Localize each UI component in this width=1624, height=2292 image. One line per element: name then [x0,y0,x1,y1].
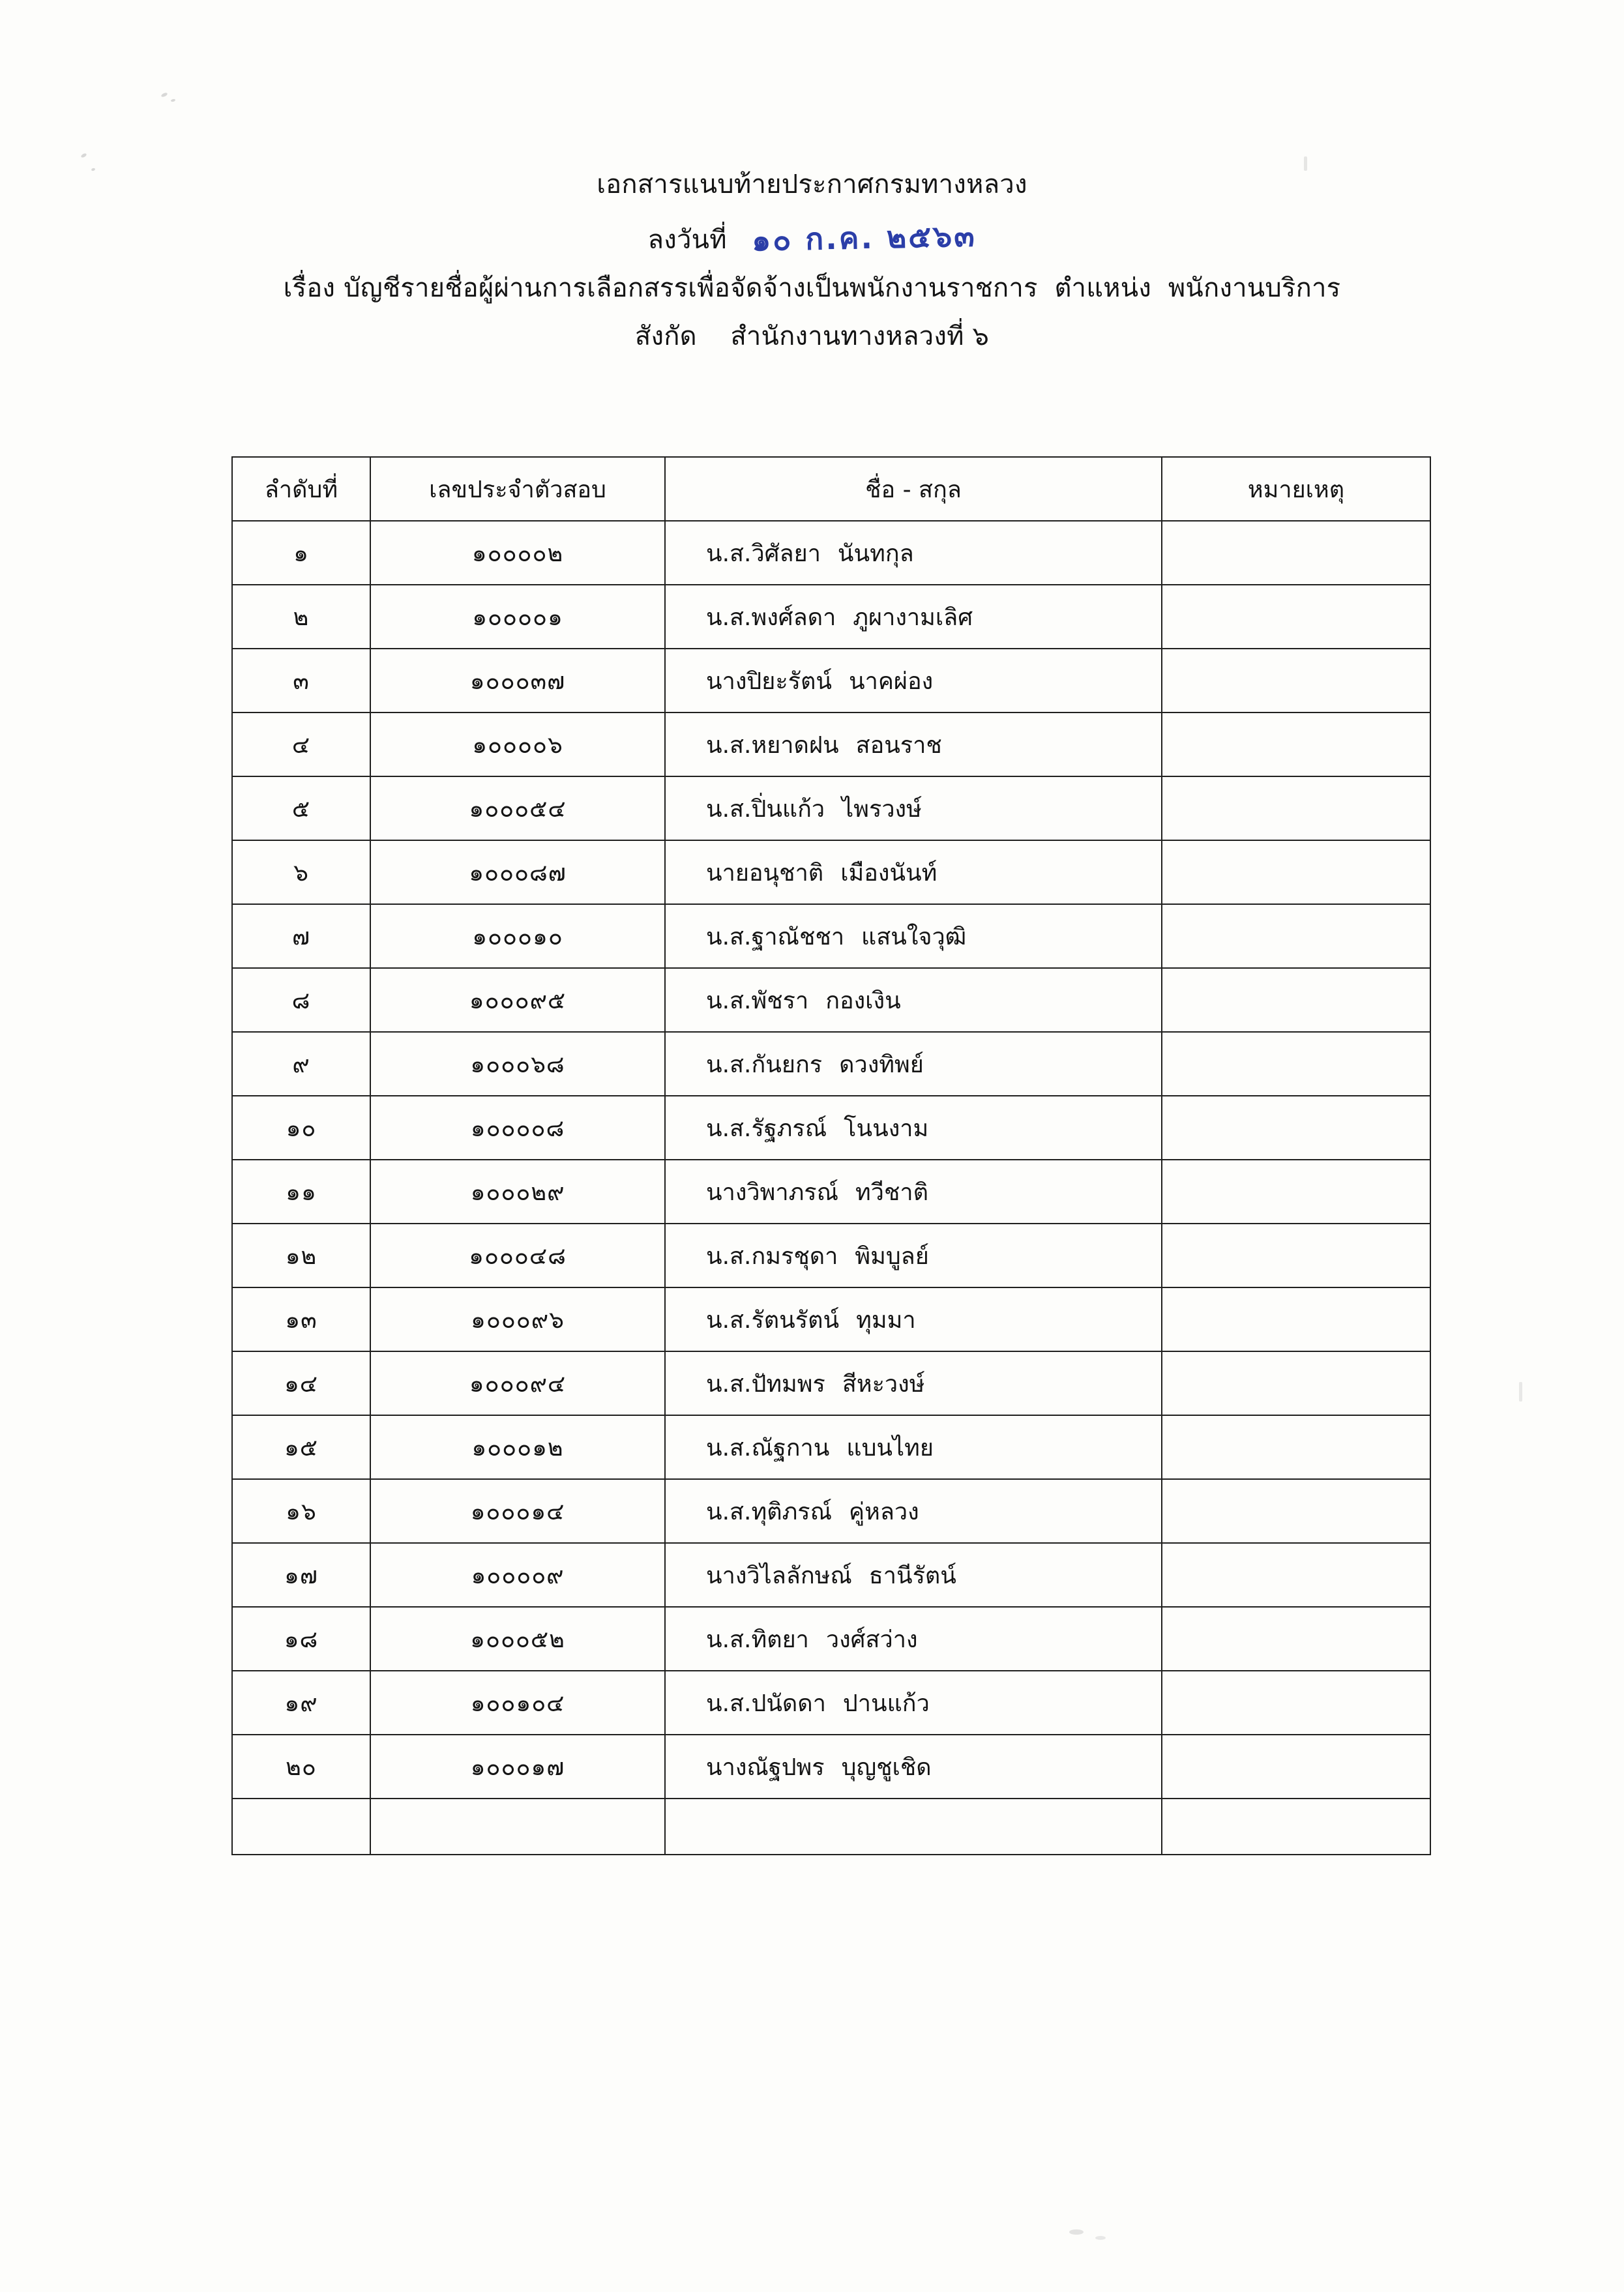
cell-order: ๑ [232,521,370,585]
cell-remark [1162,1224,1430,1287]
cell-remark [1162,521,1430,585]
cell-order: ๑๖ [232,1479,370,1543]
table-row [232,1287,1430,1351]
cell-empty [1162,1799,1430,1855]
table-row [232,1543,1430,1607]
cell-fullname [665,1160,1162,1224]
scan-speck-icon [1069,2229,1084,2235]
table-row [232,1735,1430,1799]
cell-remark [1162,968,1430,1032]
cell-remark [1162,585,1430,649]
cell-fullname-surname: พิมบูลย์ [855,1242,929,1270]
cell-fullname [665,1415,1162,1479]
cell-order: ๒๐ [232,1735,370,1799]
column-header-exam-id: เลขประจำตัวสอบ [370,457,665,521]
subject-line: เรื่อง บัญชีรายชื่อผู้ผ่านการเลือกสรรเพื่อจัดจ้างเป็นพนักงานราชการ ตำแหน่ง พนักงานบริการ [283,273,1341,304]
date-row [0,215,1624,261]
document-header [0,164,1624,357]
cell-exam-id: ๑๐๐๑๐๔ [370,1671,665,1735]
cell-remark [1162,1543,1430,1607]
table-row [232,1479,1430,1543]
table-row [232,649,1430,713]
scan-speck-icon [1095,2236,1106,2240]
table-row [232,713,1430,776]
table-row [232,840,1430,904]
cell-exam-id: ๑๐๐๐๑๔ [370,1479,665,1543]
cell-exam-id: ๑๐๐๐๑๒ [370,1415,665,1479]
cell-exam-id: ๑๐๐๐๖๘ [370,1032,665,1096]
cell-remark [1162,1415,1430,1479]
cell-fullname-surname: ไพรวงษ์ [842,795,922,823]
cell-exam-id: ๑๐๐๐๑๗ [370,1735,665,1799]
cell-remark [1162,1735,1430,1799]
cell-exam-id: ๑๐๐๐๔๘ [370,1224,665,1287]
scan-speck-icon [1519,1382,1522,1402]
cell-remark [1162,1351,1430,1415]
scan-speck-icon [80,153,87,158]
cell-exam-id: ๑๐๐๐๓๗ [370,649,665,713]
cell-fullname-surname: ทุมมา [856,1306,916,1334]
table-row [232,1224,1430,1287]
cell-fullname [665,776,1162,840]
cell-order: ๔ [232,713,370,776]
cell-fullname-surname: กองเงิน [825,987,901,1014]
cell-fullname-title: น.ส.ณัฐกาน [706,1434,830,1462]
column-header-fullname: ชื่อ - สกุล [665,457,1162,521]
cell-order: ๑๕ [232,1415,370,1479]
cell-fullname-surname: ธานีรัตน์ [868,1562,956,1589]
cell-order: ๗ [232,904,370,968]
cell-order: ๙ [232,1032,370,1096]
cell-fullname-surname: นันทกุล [837,540,914,567]
cell-fullname-surname: โนนงาม [844,1115,929,1142]
cell-exam-id: ๑๐๐๐๕๔ [370,776,665,840]
cell-remark [1162,840,1430,904]
cell-exam-id: ๑๐๐๐๙๔ [370,1351,665,1415]
table-row [232,521,1430,585]
cell-fullname-surname: คู่หลวง [849,1498,919,1525]
cell-fullname-title: น.ส.พัชรา [706,987,809,1014]
cell-order: ๑๒ [232,1224,370,1287]
scan-speck-icon [171,98,176,102]
cell-fullname-title: น.ส.กมรชุดา [706,1242,838,1270]
cell-fullname-title: น.ส.ฐาณัชชา [706,923,845,950]
cell-exam-id: ๑๐๐๐๒๙ [370,1160,665,1224]
cell-fullname-surname: ภูผางามเลิศ [853,604,973,631]
cell-fullname-surname: วงศ์สว่าง [825,1626,918,1653]
cell-remark [1162,1160,1430,1224]
cell-fullname [665,585,1162,649]
cell-fullname-title: น.ส.วิศัลยา [706,540,821,567]
cell-fullname-title: น.ส.หยาดฝน [706,731,839,759]
cell-fullname [665,904,1162,968]
cell-fullname-surname: สีหะวงษ์ [842,1370,925,1398]
cell-fullname [665,968,1162,1032]
cell-remark [1162,1287,1430,1351]
cell-fullname [665,1479,1162,1543]
table-row [232,1351,1430,1415]
cell-fullname-title: น.ส.รัฐภรณ์ [706,1115,827,1142]
cell-order: ๓ [232,649,370,713]
cell-fullname [665,1224,1162,1287]
cell-fullname-surname: บุญชูเชิด [841,1754,932,1781]
table-row [232,1096,1430,1160]
cell-fullname [665,1671,1162,1735]
cell-exam-id: ๑๐๐๐๐๑ [370,585,665,649]
cell-exam-id: ๑๐๐๐๙๖ [370,1287,665,1351]
table-row [232,1032,1430,1096]
cell-fullname-title: นางปิยะรัตน์ [706,668,833,695]
cell-fullname-title: น.ส.ทุติภรณ์ [706,1498,833,1525]
cell-fullname [665,1351,1162,1415]
table-row [232,585,1430,649]
cell-order: ๒ [232,585,370,649]
table-header [232,457,1430,521]
cell-fullname-surname: ปานแก้ว [842,1690,930,1717]
cell-exam-id: ๑๐๐๐๐๖ [370,713,665,776]
cell-empty [232,1799,370,1855]
date-label: ลงวันที่ [647,225,727,255]
cell-remark [1162,1032,1430,1096]
table-row [232,1415,1430,1479]
cell-remark [1162,904,1430,968]
cell-exam-id: ๑๐๐๐๙๕ [370,968,665,1032]
cell-exam-id: ๑๐๐๐๕๒ [370,1607,665,1671]
table-row [232,1160,1430,1224]
cell-empty [370,1799,665,1855]
cell-order: ๑๘ [232,1607,370,1671]
cell-remark [1162,1096,1430,1160]
cell-fullname-surname: เมืองนันท์ [840,859,937,887]
scan-speck-icon [160,92,168,98]
cell-fullname [665,521,1162,585]
table-row-empty [232,1799,1430,1855]
cell-fullname-surname: แสนใจวุฒิ [861,923,967,950]
cell-exam-id: ๑๐๐๐๐๘ [370,1096,665,1160]
cell-fullname-title: น.ส.ปิ่นแก้ว [706,795,825,823]
header-title: เอกสารแนบท้ายประกาศกรมทางหลวง [597,169,1027,199]
table-row [232,968,1430,1032]
cell-order: ๑๐ [232,1096,370,1160]
cell-remark [1162,1671,1430,1735]
cell-fullname-title: นางณัฐปพร [706,1754,825,1781]
cell-order: ๑๓ [232,1287,370,1351]
cell-fullname-title: นางวิไลลักษณ์ [706,1562,852,1589]
cell-fullname-surname: ดวงทิพย์ [839,1051,924,1078]
cell-order: ๑๗ [232,1543,370,1607]
column-header-remark: หมายเหตุ [1162,457,1430,521]
cell-order: ๕ [232,776,370,840]
cell-order: ๑๙ [232,1671,370,1735]
cell-fullname [665,1543,1162,1607]
cell-fullname-title: นางวิพาภรณ์ [706,1179,839,1206]
cell-fullname [665,713,1162,776]
cell-fullname-title: น.ส.ทิตยา [706,1626,809,1653]
table-row [232,1607,1430,1671]
cell-fullname [665,1032,1162,1096]
table-row [232,904,1430,968]
table-body [232,521,1430,1855]
cell-fullname-surname: สอนราช [855,731,942,759]
cell-fullname-title: นายอนุชาติ [706,859,824,887]
cell-fullname [665,1735,1162,1799]
cell-fullname-surname: นาคผ่อง [849,668,934,695]
cell-fullname-surname: ทวีชาติ [855,1179,929,1206]
table-row [232,1671,1430,1735]
cell-exam-id: ๑๐๐๐๐๙ [370,1543,665,1607]
cell-fullname [665,649,1162,713]
cell-fullname [665,840,1162,904]
cell-remark [1162,713,1430,776]
cell-order: ๑๑ [232,1160,370,1224]
cell-remark [1162,649,1430,713]
cell-remark [1162,776,1430,840]
cell-exam-id: ๑๐๐๐๐๒ [370,521,665,585]
cell-fullname-title: น.ส.ปัทมพร [706,1370,825,1398]
cell-fullname [665,1096,1162,1160]
cell-remark [1162,1479,1430,1543]
affiliation-line: สังกัด สำนักงานทางหลวงที่ ๖ [634,321,990,352]
results-table [231,456,1431,1855]
cell-exam-id: ๑๐๐๐๑๐ [370,904,665,968]
cell-fullname [665,1287,1162,1351]
cell-exam-id: ๑๐๐๐๘๗ [370,840,665,904]
cell-fullname [665,1607,1162,1671]
cell-fullname-title: น.ส.ปนัดดา [706,1690,826,1717]
cell-order: ๑๔ [232,1351,370,1415]
cell-fullname-surname: แบนไทย [846,1434,934,1462]
handwritten-date: ๑๐ ก.ค. ๒๕๖๓ [751,218,977,258]
cell-fullname-title: น.ส.รัตนรัตน์ [706,1306,840,1334]
table-header-row [232,457,1430,521]
cell-order: ๖ [232,840,370,904]
table-row [232,776,1430,840]
column-header-order: ลำดับที่ [232,457,370,521]
cell-fullname-title: น.ส.กันยกร [706,1051,823,1078]
cell-order: ๘ [232,968,370,1032]
cell-empty [665,1799,1162,1855]
cell-fullname-title: น.ส.พงศ์ลดา [706,604,836,631]
cell-remark [1162,1607,1430,1671]
